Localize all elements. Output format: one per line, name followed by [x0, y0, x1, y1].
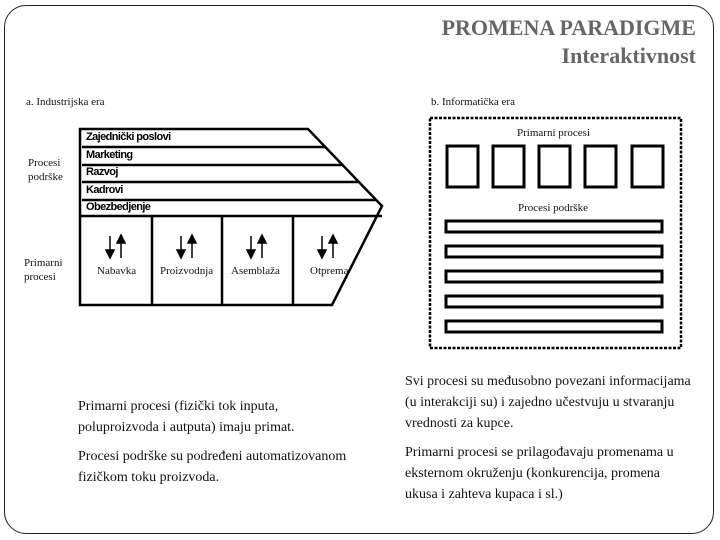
industrial-era-heading: a. Industrijska era	[26, 96, 105, 108]
support-band: Razvoj	[86, 166, 118, 178]
support-processes-label: Procesi podrške	[28, 157, 63, 183]
title-line-2: Interaktivnost	[561, 43, 696, 68]
title-line-1: PROMENA PARADIGME	[441, 15, 696, 40]
support-band: Zajednički poslovi	[86, 131, 171, 143]
primary-step: Proizvodnja	[160, 265, 214, 277]
primary-processes-label: Primarni procesi	[24, 257, 63, 283]
left-paragraph: Primarni procesi (fizički tok inputa, poluproizvoda i autputa) imaju primat.	[78, 399, 295, 435]
info-support-label: Procesi podrške	[518, 202, 588, 214]
information-era-heading: b. Informatička era	[431, 96, 515, 108]
support-band: Kadrovi	[86, 184, 123, 196]
left-text-block	[78, 396, 358, 496]
up-down-arrow-icon	[177, 235, 196, 258]
up-down-arrow-icon	[247, 235, 266, 258]
support-band: Marketing	[86, 149, 133, 161]
right-text-block	[405, 371, 695, 513]
up-down-arrow-icon	[106, 235, 125, 258]
left-paragraph: Procesi podrške su podređeni automatizovanom fizičkom toku proizvoda.	[78, 449, 347, 485]
primary-step: Nabavka	[97, 265, 137, 277]
primary-step: Asemblaža	[231, 265, 280, 277]
primary-step: Otprema	[310, 265, 349, 277]
info-primary-label: Primarni procesi	[517, 127, 591, 139]
right-paragraph: Svi procesi su međusobno povezani informacijama (u interakciji su) i zajedno učestvuju u stvaranju vrednosti za kupce.	[405, 374, 691, 431]
right-paragraph: Primarni procesi se prilagođavaju promenama u eksternom okruženju (konkurencija, promena ukusa i zahteva kupaca i sl.)	[405, 445, 674, 502]
information-era-box	[430, 118, 681, 348]
up-down-arrow-icon	[318, 235, 337, 258]
support-band: Obezbedjenje	[86, 201, 151, 213]
